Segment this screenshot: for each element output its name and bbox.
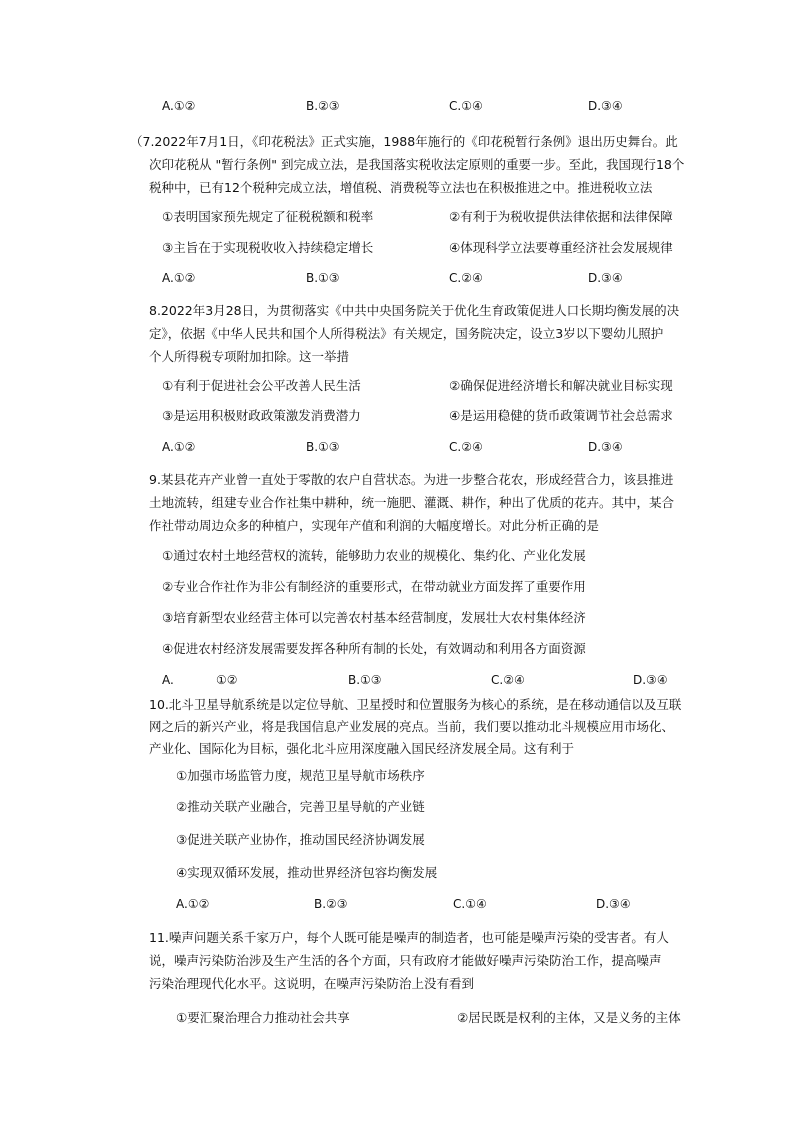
q10-option-1: ①加强市场监管力度，规范卫星导航市场秩序 xyxy=(176,768,425,783)
q10-answer-c: C.①④ xyxy=(453,897,487,911)
q7-option-2: ②有利于为税收提供法律依据和法律保障 xyxy=(449,209,673,224)
q6-answer-a: A.①② xyxy=(162,99,196,113)
q10-option-4: ④实现双循环发展，推动世界经济包容均衡发展 xyxy=(176,865,438,880)
q8-answer-b: B.①③ xyxy=(306,440,340,454)
q11-stem-line-1: 11.噪声问题关系千家万户，每个人既可能是噪声的制造者，也可能是噪声污染的受害者。有人 xyxy=(149,930,669,945)
q9-answer-c: C.②④ xyxy=(491,673,525,687)
q7-answer-d: D.③④ xyxy=(588,271,623,285)
q7-option-3: ③主旨在于实现税收收入持续稳定增长 xyxy=(162,240,374,255)
q10-option-2: ②推动关联产业融合，完善卫星导航的产业链 xyxy=(176,799,425,814)
q10-stem-line-1: 10.北斗卫星导航系统是以定位导航、卫星授时和位置服务为核心的系统，是在移动通信以及互联 xyxy=(149,697,682,712)
q8-option-4: ④是运用稳健的货币政策调节社会总需求 xyxy=(449,408,673,423)
q7-stem-line-3: 税种中，已有12个税种完成立法，增值税、消费税等立法也在积极推进之中。推进税收立法 xyxy=(149,180,653,195)
q11-option-2: ②居民既是权利的主体，又是义务的主体 xyxy=(457,1010,681,1025)
q8-answer-c: C.②④ xyxy=(449,440,483,454)
q7-option-1: ①表明国家预先规定了征税税额和税率 xyxy=(162,209,374,224)
q6-answer-b: B.②③ xyxy=(306,99,340,113)
q11-stem-line-2: 说，噪声污染防治涉及生产生活的各个方面，只有政府才能做好噪声污染防治工作，提高噪声 xyxy=(149,953,662,968)
q7-stem-line-1: （7.2022年7月1日，《印花税法》正式实施，1988年施行的《印花税暂行条例》退出历史舞台。此 xyxy=(130,134,678,149)
q8-option-2: ②确保促进经济增长和解决就业目标实现 xyxy=(449,378,673,393)
q8-answer-a: A.①② xyxy=(162,440,196,454)
q10-stem-line-2: 网之后的新兴产业，将是我国信息产业发展的亮点。当前，我们要以推动北斗规模应用市场化、 xyxy=(149,719,675,734)
q10-option-3: ③促进关联产业协作，推动国民经济协调发展 xyxy=(176,832,425,847)
q8-stem-line-1: 8.2022年3月28日，为贯彻落实《中共中央国务院关于优化生育政策促进人口长期均衡发展的决 xyxy=(149,303,680,318)
q10-stem-line-3: 产业化、国际化为目标，强化北斗应用深度融入国民经济发展全局。这有利于 xyxy=(149,741,575,756)
q8-answer-d: D.③④ xyxy=(588,440,623,454)
q9-option-1: ①通过农村土地经营权的流转，能够助力农业的规模化、集约化、产业化发展 xyxy=(162,548,586,563)
q8-stem-line-3: 个人所得税专项附加扣除。这一举措 xyxy=(149,349,350,364)
q9-answer-b: B.①③ xyxy=(348,673,382,687)
q6-answer-c: C.①④ xyxy=(449,99,483,113)
q9-option-3: ③培育新型农业经营主体可以完善农村基本经营制度，发展壮大农村集体经济 xyxy=(162,610,586,625)
q9-stem-line-1: 9.某县花卉产业曾一直处于零散的农户自营状态。为进一步整合花农，形成经营合力，该县推进 xyxy=(149,472,674,487)
q9-option-2: ②专业合作社作为非公有制经济的重要形式，在带动就业方面发挥了重要作用 xyxy=(162,579,586,594)
q10-answer-b: B.②③ xyxy=(314,897,348,911)
q9-answer-a-letter: A. xyxy=(162,673,174,687)
q10-answer-d: D.③④ xyxy=(596,897,631,911)
q7-answer-c: C.②④ xyxy=(449,271,483,285)
q8-stem-line-2: 定》，依据《中华人民共和国个人所得税法》有关规定，国务院决定，设立3岁以下婴幼儿照护 xyxy=(149,326,664,341)
q9-stem-line-2: 土地流转，组建专业合作社集中耕种，统一施肥、灌溉、耕作，种出了优质的花卉。其中，某合 xyxy=(149,495,675,510)
q9-answer-d: D.③④ xyxy=(633,673,668,687)
q7-answer-b: B.①③ xyxy=(306,271,340,285)
q7-stem-line-2: 次印花税从 "暂行条例" 到完成立法，是我国落实税收法定原则的重要一步。至此，我国现行18个 xyxy=(149,157,685,172)
q7-option-4: ④体现科学立法要尊重经济社会发展规律 xyxy=(449,240,673,255)
q6-answer-d: D.③④ xyxy=(588,99,623,113)
q11-stem-line-3: 污染治理现代化水平。这说明，在噪声污染防治上没有看到 xyxy=(149,976,475,991)
q8-option-3: ③是运用积极财政政策激发消费潜力 xyxy=(162,408,361,423)
q11-option-1: ①要汇聚治理合力推动社会共享 xyxy=(176,1010,350,1025)
q9-stem-line-3: 作社带动周边众多的种植户，实现年产值和利润的大幅度增长。对此分析正确的是 xyxy=(149,518,600,533)
q7-answer-a: A.①② xyxy=(162,271,196,285)
q9-option-4: ④促进农村经济发展需要发挥各种所有制的长处，有效调动和利用各方面资源 xyxy=(162,641,586,656)
q9-answer-a: ①② xyxy=(216,673,238,687)
q10-answer-a: A.①② xyxy=(176,897,210,911)
q8-option-1: ①有利于促进社会公平改善人民生活 xyxy=(162,378,361,393)
